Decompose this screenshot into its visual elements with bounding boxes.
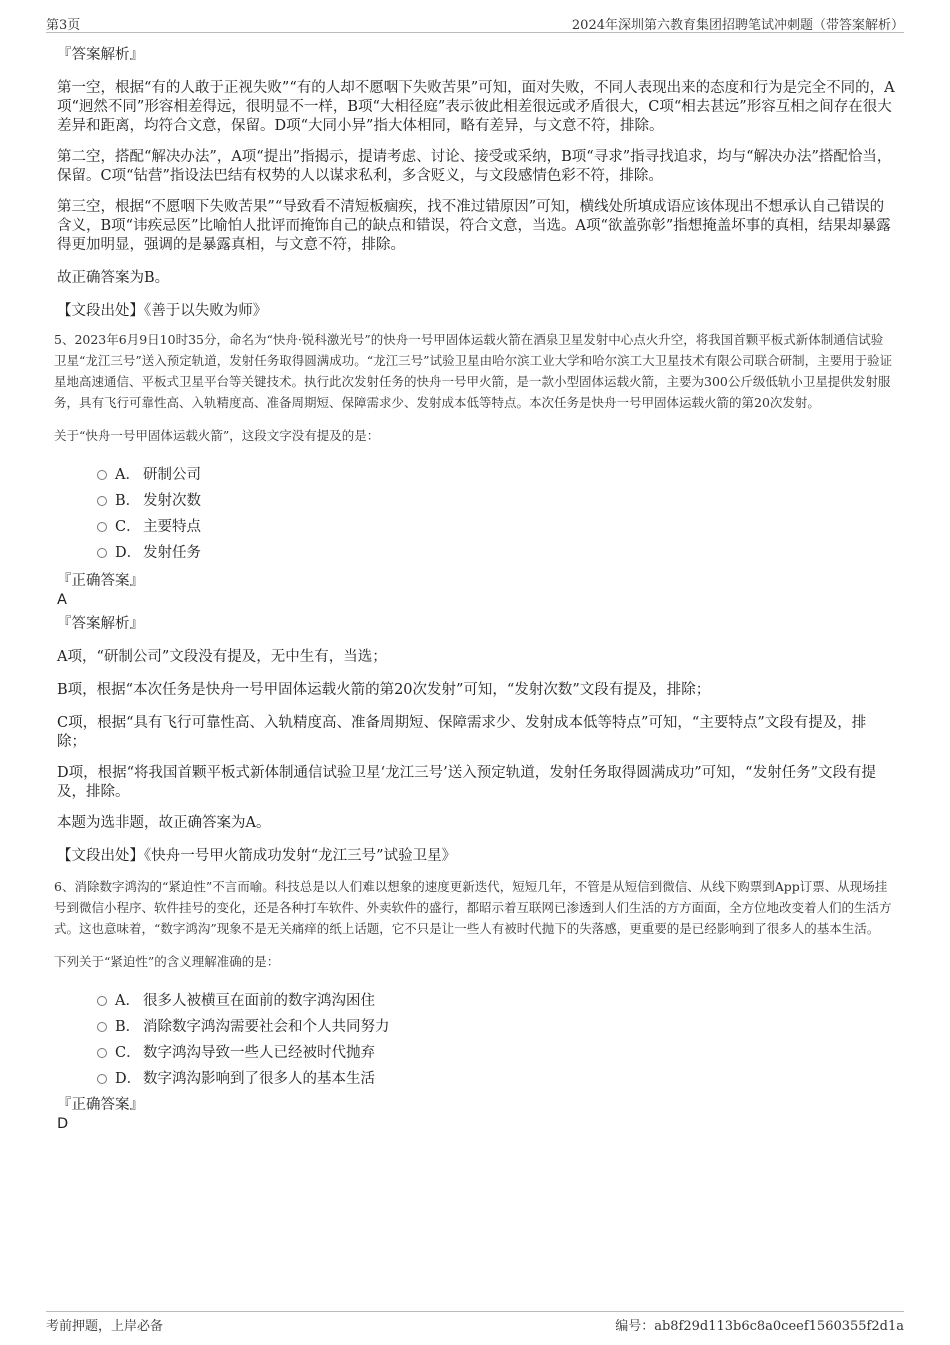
analysis-b: B项，根据“本次任务是快舟一号甲固体运载火箭的第20次发射”可知，“发射次数”文段有提及，排除； <box>57 682 711 698</box>
radio-icon[interactable] <box>97 522 107 532</box>
question-5-options <box>57 460 895 564</box>
question-6-stem: 下列关于“紧迫性”的含义理解准确的是： <box>54 954 280 969</box>
correct-answer-label: 『正确答案』 <box>57 1097 144 1113</box>
radio-icon[interactable] <box>97 496 107 506</box>
page-number: 第3页 <box>46 18 81 33</box>
analysis-para-2: 第二空，搭配“解决办法”，A项“提出”指揭示，提请考虑、讨论、接受或采纳，B项“寻求”指寻找追求，均与“解决办法”搭配恰当，保留。C项“钻营”指设法巴结有权势的人以谋求私利，多含贬义，与文段感情色彩不符，排除。 <box>57 149 892 184</box>
source-citation: 【文段出处】《快舟一号甲火箭成功发射“龙江三号”试验卫星》 <box>57 848 457 864</box>
correct-answer-label: 『正确答案』 <box>57 573 144 589</box>
option-b[interactable]: B． 发射次数 <box>57 486 895 512</box>
question-5-passage: 5、2023年6月9日10时35分，命名为“快舟·锐科激光号”的快舟一号甲固体运载火箭在酒泉卫星发射中心点火升空，将我国首颗平板式新体制通信试验卫星“龙江三号”送入预定轨道，发射任务取得圆满成功。“龙江三号”试验卫星由哈尔滨工业大学和哈尔滨工大卫星技术有限公司联合研制，主要用于验证星地高速通信、平板式卫星平台等关键技术。执行此次发射任务的快舟一号甲火箭，是一款小型固体运载火箭，主要为300公斤级低轨小卫星提供发射服务，具有飞行可靠性高、入轨精度高、准备周期短、保障需求少、发射成本低等特点。本次任务是快舟一号甲固体运载火箭的第20次发射。 <box>54 332 893 410</box>
analysis-c: C项，根据“具有飞行可靠性高、入轨精度高、准备周期短、保障需求少、发射成本低等特点”可知，“主要特点”文段有提及，排除； <box>57 715 867 750</box>
analysis-para-1: 第一空，根据“有的人敢于正视失败”“有的人却不愿咽下失败苦果”可知，面对失败，不同人表现出来的态度和行为是完全不同的，A项“迥然不同”形容相差得远，很明显不一样，B项“大相径庭”表示彼此相差很远或矛盾很大，C项“相去甚远”形容互相之间存在很大差异和距离，均符合文意，保留。D项“大同小异”指大体相同，略有差异，与文意不符，排除。 <box>57 80 895 134</box>
option-c[interactable]: C． 数字鸿沟导致一些人已经被时代抛弃 <box>57 1038 895 1064</box>
radio-icon[interactable] <box>97 470 107 480</box>
analysis-d: D项，根据“将我国首颗平板式新体制通信试验卫星‘龙江三号’送入预定轨道，发射任务取得圆满成功”可知，“发射任务”文段有提及，排除。 <box>57 765 876 800</box>
option-d[interactable]: D． 数字鸿沟影响到了很多人的基本生活 <box>57 1064 895 1090</box>
analysis-a: A项，“研制公司”文段没有提及，无中生有，当选； <box>57 649 387 665</box>
correct-answer: A <box>57 592 67 608</box>
page-header <box>46 14 904 33</box>
radio-icon[interactable] <box>97 1048 107 1058</box>
analysis-para-3: 第三空，根据“不愿咽下失败苦果”“导致看不清短板痼疾，找不准过错原因”可知，横线处所填成语应该体现出不想承认自己错误的含义，B项“讳疾忌医”比喻怕人批评而掩饰自己的缺点和错误，符合文意，当选。A项“欲盖弥彰”指想掩盖坏事的真相，结果却暴露得更加明显，强调的是暴露真相，与文意不符，排除。 <box>57 199 891 253</box>
document-title: 2024年深圳第六教育集团招聘笔试冲刺题（带答案解析） <box>571 18 904 33</box>
document-code: 编号：ab8f29d113b6c8a0ceef1560355f2d1a <box>615 1319 904 1334</box>
page-footer <box>46 1311 904 1335</box>
question-6-passage: 6、消除数字鸿沟的“紧迫性”不言而喻。科技总是以人们难以想象的速度更新迭代，短短几年，不管是从短信到微信、从线下购票到App订票、从现场挂号到微信小程序、软件挂号的变化，还是各种打车软件、外卖软件的盛行，都昭示着互联网已渗透到人们生活的方方面面，全方位地改变着人们的生活方式。这也意味着，“数字鸿沟”现象不是无关痛痒的纸上话题，它不只是让一些人有被时代抛下的失落感，更重要的是已经影响到了很多人的基本生活。 <box>54 879 892 936</box>
option-a[interactable]: A． 研制公司 <box>57 460 895 486</box>
option-b[interactable]: B． 消除数字鸿沟需要社会和个人共同努力 <box>57 1012 895 1038</box>
radio-icon[interactable] <box>97 1074 107 1084</box>
footer-slogan: 考前押题，上岸必备 <box>46 1319 164 1334</box>
analysis-label: 『答案解析』 <box>57 616 144 632</box>
analysis-conclusion: 故正确答案为B。 <box>57 270 170 286</box>
question-6-options <box>57 986 895 1090</box>
source-citation: 【文段出处】《善于以失败为师》 <box>57 303 268 319</box>
option-a[interactable]: A． 很多人被横亘在面前的数字鸿沟困住 <box>57 986 895 1012</box>
question-5-stem: 关于“快舟一号甲固体运载火箭”，这段文字没有提及的是： <box>54 428 380 443</box>
radio-icon[interactable] <box>97 548 107 558</box>
document-body <box>54 46 895 1133</box>
radio-icon[interactable] <box>97 1022 107 1032</box>
option-c[interactable]: C． 主要特点 <box>57 512 895 538</box>
correct-answer: D <box>57 1116 69 1132</box>
analysis-label: 『答案解析』 <box>57 47 144 63</box>
analysis-conclusion: 本题为选非题，故正确答案为A。 <box>57 815 271 831</box>
radio-icon[interactable] <box>97 996 107 1006</box>
option-d[interactable]: D． 发射任务 <box>57 538 895 564</box>
